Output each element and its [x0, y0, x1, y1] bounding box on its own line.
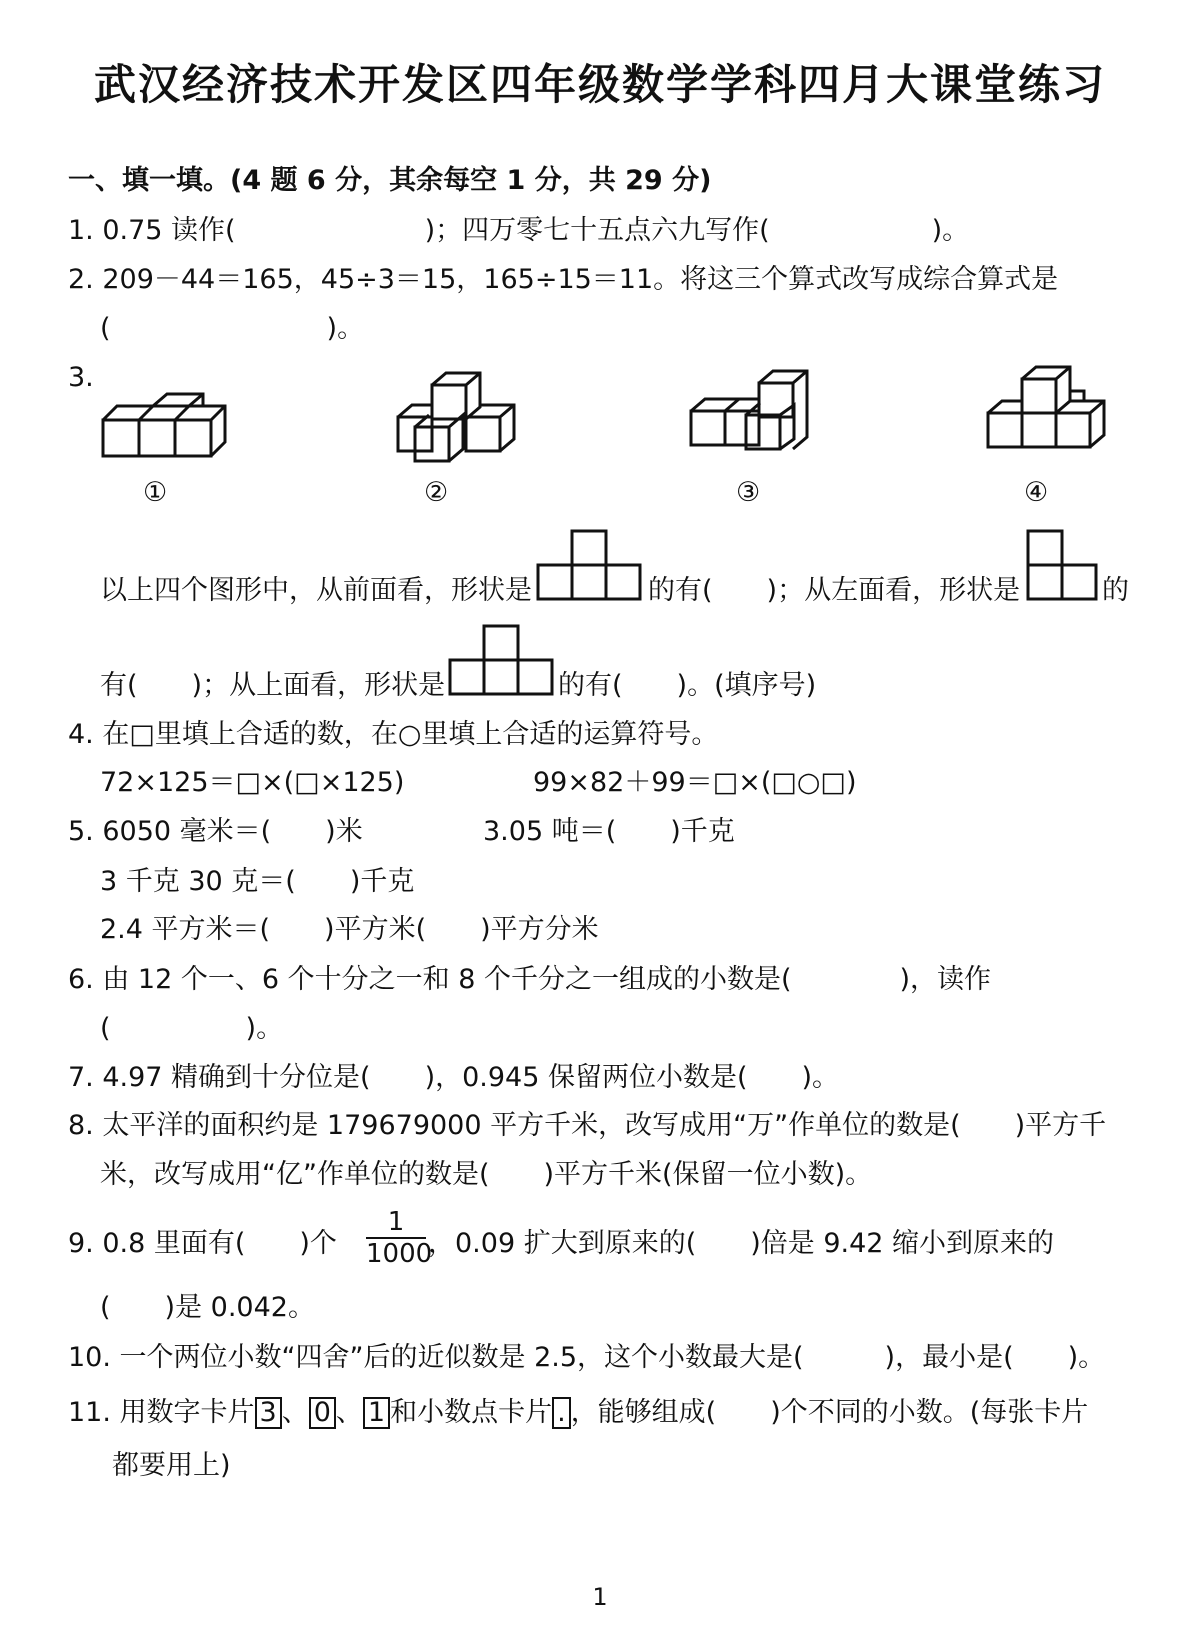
question-5a: 5. 6050 毫米＝( )米	[68, 816, 363, 847]
digit-card-0: 0	[309, 1397, 336, 1429]
question-6-line-2: ( )。	[100, 1013, 284, 1044]
fraction-denominator: 1000	[366, 1239, 433, 1269]
page-number: 1	[592, 1583, 608, 1611]
fraction-numerator: 1	[387, 1207, 405, 1237]
question-11-text-a: 11. 用数字卡片	[68, 1397, 255, 1428]
question-3-line-1a: 以上四个图形中，从前面看，形状是	[100, 575, 532, 606]
figure-label-2: ②	[424, 477, 449, 508]
question-11-text-c: ，能够组成( )个不同的小数。(每张卡片	[570, 1397, 1089, 1428]
question-6-line-1: 6. 由 12 个一、6 个十分之一和 8 个千分之一组成的小数是( )，读作	[68, 964, 992, 995]
separator: 、	[281, 1397, 309, 1428]
question-2-line-1: 2. 209－44＝165，45÷3＝15，165÷15＝11。将这三个算式改写成综合算式是	[68, 264, 1059, 295]
question-4-expr-1: 72×125＝□×(□×125)	[100, 767, 405, 798]
question-11-line-2: 都要用上)	[112, 1450, 231, 1481]
question-5d: 2.4 平方米＝( )平方米( )平方分米	[100, 914, 599, 945]
left-view-shape	[1027, 528, 1099, 600]
question-9b: ，0.09 扩大到原来的( )倍是 9.42 缩小到原来的	[428, 1228, 1055, 1259]
figure-label-4: ④	[1024, 477, 1049, 508]
question-8-line-2: 米，改写成用“亿”作单位的数是( )平方千米(保留一位小数)。	[100, 1159, 873, 1190]
question-4-line-1: 4. 在□里填上合适的数，在○里填上合适的运算符号。	[68, 719, 719, 750]
question-7: 7. 4.97 精确到十分位是( )，0.945 保留两位小数是( )。	[68, 1062, 840, 1093]
fraction-one-thousandth	[366, 1207, 433, 1269]
decimal-point-card: .	[552, 1397, 571, 1429]
question-2-line-2: ( )。	[100, 313, 365, 344]
question-1: 1. 0.75 读作( )；四万零七十五点六九写作( )。	[68, 215, 970, 246]
top-view-shape	[449, 623, 555, 695]
figure-label-3: ③	[736, 477, 761, 508]
cube-figure-3	[688, 365, 818, 465]
cube-figure-4	[985, 365, 1115, 455]
front-view-shape	[537, 528, 643, 600]
question-11-line-1	[68, 1395, 1088, 1431]
figure-label-1: ①	[143, 477, 168, 508]
separator: 、	[335, 1397, 363, 1428]
cube-figure-2	[395, 365, 525, 465]
question-3-line-1c: 的	[1102, 575, 1129, 606]
question-3-number: 3.	[68, 362, 94, 393]
digit-card-1: 1	[363, 1397, 390, 1429]
question-3-line-1b: 的有( )；从左面看，形状是	[648, 575, 1021, 606]
question-4-expr-2: 99×82＋99＝□×(□○□)	[533, 767, 857, 798]
digit-card-3: 3	[255, 1397, 282, 1429]
question-5b: 3.05 吨＝( )千克	[483, 816, 735, 847]
question-9a: 9. 0.8 里面有( )个	[68, 1228, 337, 1259]
cube-figure-1	[100, 390, 230, 465]
section-1-header: 一、填一填。(4 题 6 分，其余每空 1 分，共 29 分)	[68, 165, 712, 196]
question-5c: 3 千克 30 克＝( )千克	[100, 866, 415, 897]
question-3-line-2b: 的有( )。(填序号)	[558, 670, 817, 701]
question-10: 10. 一个两位小数“四舍”后的近似数是 2.5，这个小数最大是( )，最小是( )。	[68, 1342, 1106, 1373]
question-8-line-1: 8. 太平洋的面积约是 179679000 平方千米，改写成用“万”作单位的数是( )平方千	[68, 1110, 1107, 1141]
question-9-line-2: ( )是 0.042。	[100, 1292, 315, 1323]
question-11-text-b: 和小数点卡片	[390, 1397, 553, 1428]
question-3-line-2a: 有( )；从上面看，形状是	[100, 670, 446, 701]
page-title: 武汉经济技术开发区四年级数学学科四月大课堂练习	[93, 60, 1106, 109]
